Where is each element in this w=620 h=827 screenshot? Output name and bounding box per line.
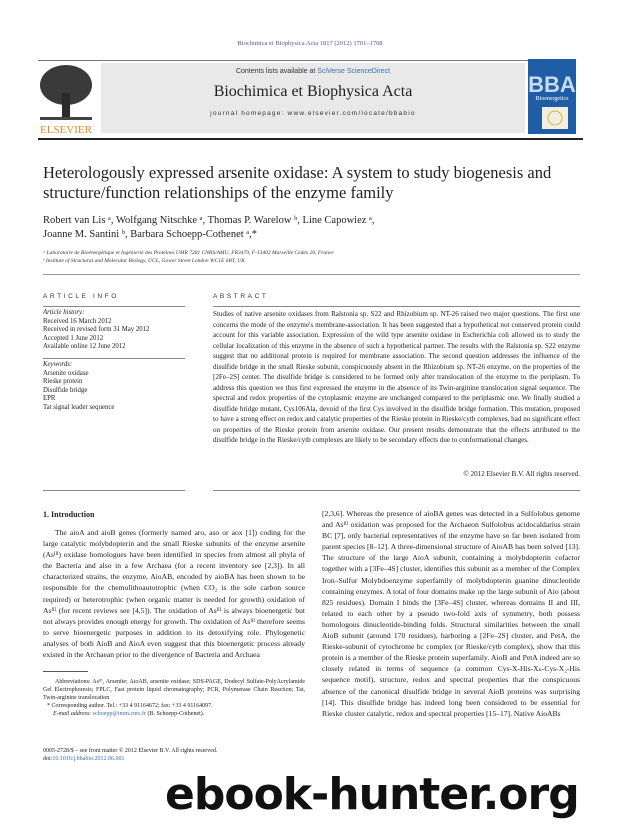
affiliation-a: ᵃ Laboratoire de Bioénergétique et Ingénierie des Protéines UMR 7281 CNRS/AMU, FR3479, F-13402 Marseille Cedex 20, France xyxy=(43,250,334,256)
divider xyxy=(38,60,575,61)
doi-link[interactable]: 10.1016/j.bbabio.2012.06.001 xyxy=(52,756,125,762)
abstract-copyright: © 2012 Elsevier B.V. All rights reserved. xyxy=(463,470,580,478)
intro-column-right: [2,3,6]. Whereas the presence of aioBA genes was detected in a Sulfolobus genome and Asᴵᴵᴵ oxidation was proposed for the Archaeon Sulfolobus acidocaldarius strain BC [7], only bacterial representatives of the enzyme have so far been isolated from parent species [8–12]. A three-dimensional structure of AioAB has been solved [13]. The structure of the large AioA subunit, containing a molybdopterin cofactor together with a [3Fe–4S] cluster, identifies this subunit as a member of the Complex Iron–Sulfur Molybdoenzyme superfamily of molybdopterin guanine dinucleotide containing enzymes. A total of four domains make up the large subunit of Aio (about 825 residues). Domain I binds the [3Fe–4S] cluster, whereas domains II and III, related to each other by a pseudo two-fold axis of symmetry, both possess homologous dinucleotide-binding folds. Structural similarities between the small AioB subunit (around 170 residues), harboring a [2Fe–2S] cluster, and PetA, the Rieske-subunit of cytochrome bc complex (or Rieske/cytb complex), show that this protein is a member of the Rieske protein superfamily. AioB and PetA indeed are so closely related in terms of sequence (a common Cys-X-His-Xₙ-Cys-X₂-His sequence motif), structure, redox and spectral properties that the conspicuous absence of the canonical disulfide bridge in several AioB proteins was surprising [14]. This disulfide bridge has indeed long been considered to be essential for Rieske cluster catalytic, redox and spectral properties [15–17]. Native AioABs xyxy=(322,509,580,718)
contents-line xyxy=(101,68,525,75)
email-name: (B. Schoepp-Cothenet). xyxy=(145,711,205,717)
authors xyxy=(43,214,583,242)
history-item: Accepted 1 June 2012 xyxy=(43,334,104,342)
svg-text:ELSEVIER: ELSEVIER xyxy=(40,124,92,135)
keywords-label: Keywords: xyxy=(43,361,73,368)
keyword: Disulfide bridge xyxy=(43,386,88,394)
abstract-heading: ABSTRACT xyxy=(213,293,269,300)
affiliations xyxy=(43,249,583,265)
article-title: Heterologously expressed arsenite oxidase: A system to study biogenesis and structure/function relationships of the enzyme family xyxy=(43,163,552,202)
introduction-heading: 1. Introduction xyxy=(43,510,95,519)
svg-text:BBA: BBA xyxy=(528,72,576,97)
contents-label: Contents lists available at xyxy=(235,68,318,75)
divider xyxy=(213,306,580,307)
journal-header xyxy=(101,63,525,133)
front-matter: 0005-2728/$ – see front matter © 2012 Elsevier B.V. All rights reserved. xyxy=(43,748,218,754)
keyword: Arsenite oxidase xyxy=(43,369,89,377)
elsevier-logo xyxy=(38,63,94,135)
watermark: ebook-hunter.org xyxy=(165,769,579,820)
abbreviations: Abbreviations: Asᴵᴵᴵ, Arsenite; AioAB, arsenite oxidase; SDS-PAGE, Dodecyl Sulfate-PolyAcrylamide Gel Electrophoresis; FPLC, Fast protein liquid chromatography; PCR, Polymerase Chain Reaction; Tat, Twin-arginine translocation xyxy=(43,679,305,701)
footer xyxy=(43,747,305,763)
divider xyxy=(43,358,185,359)
intro-column-left: The aioA and aioB genes (formerly named aro, aso or aox [1]) coding for the large catalytic molybdopterin and the small Rieske subunits of the enzyme arsenite (Asᴵᴵᴵ) oxidase homologues have been identified in species from almost all phyla of the Bacteria and also in a few Archaea (for a recent inventory see [2,3]). In all characterized strains, the enzyme, AioAB, encoded by aioBA has been shown to be responsible for the chemolithoautotrophic (when CO₂ is the sole carbon source required) or heterotrophic (when organic matter is needed for growth) oxidation of Asᴵᴵᴵ (for recent reviews see [4,5]). The oxidation of Asᴵᴵᴵ is always bioenergetic but not always provides enough energy for growth. The oxidation of Asᴵᴵᴵ therefore seems to serve bioenergetic purposes in addition to its detoxifying role. Phylogenetic analyses of both AioB and AioA even suggest that this bioenergetic process already existed in the Archaean prior to the divergence of Bacteria and Archaea xyxy=(43,528,305,660)
divider xyxy=(43,306,185,307)
email-line xyxy=(43,710,305,718)
journal-cover xyxy=(528,59,576,134)
article-history xyxy=(43,309,185,352)
doi-label: doi: xyxy=(43,756,53,762)
keyword: Rieske protein xyxy=(43,378,83,386)
keyword: EPR xyxy=(43,395,56,403)
footnote-divider xyxy=(43,671,88,672)
history-item: Received 16 March 2012 xyxy=(43,317,112,325)
svg-text:Bioenergetics: Bioenergetics xyxy=(535,96,569,102)
abstract-text: Studies of native arsenite oxidases from Ralstonia sp. S22 and Rhizobium sp. NT-26 raised two major questions. The first one concerns the mode of the enzyme's membrane-association. It has been suggested that a hypothetical not conserved protein could account for this variable association. Expression of the wild type arsenite oxidase in Escherichia coli allowed us to study the cellular localization of this enzyme in the absence of such a hypothetical partner. The results with the Ralstonia sp. S22 enzyme suggest that no additional protein is required for membrane association. The second question addresses the influence of the disulfide bridge in the small Rieske subunit, conspicuously absent in the Rhizobium sp. NT-26 enzyme, on the properties of the [2Fe–2S] center. The disulfide bridge is considered to be formed only after translocation of the enzyme to the periplasm. To address this question we thus first expressed the enzyme in the absence of its Twin-arginine translocation signal sequence. The spectral and redox properties of the cytoplasmic enzyme are unchanged compared to the periplasmic one. We finally studied a disulfide bridge mutant, Cys106Ala, devoid of the first Cys involved in the disulfide bridge formation. This mutation, proposed to have a strong effect on redox and catalytic properties of the Rieske protein in Rieske/cytb complexes, had no significant effect on properties of the Rieske protein from arsenite oxidase. Our present results demonstrate that the effects attributed to the disulfide bridge in the Rieske/cytb complexes are likely to be secondary effects due to conformational changes. xyxy=(213,310,580,444)
doi-line xyxy=(43,755,305,763)
journal-citation[interactable]: Biochimica et Biophysica Acta 1817 (2012) 1701–1708 xyxy=(237,40,383,47)
sciencedirect-link[interactable]: SciVerse ScienceDirect xyxy=(317,68,391,75)
journal-name: Biochimica et Biophysica Acta xyxy=(213,83,413,100)
divider xyxy=(43,490,185,491)
divider xyxy=(43,274,580,275)
corresponding-author: * Corresponding author. Tel.: +33 4 91164672; fax: +33 4 91164097. xyxy=(47,703,213,709)
history-label: Article history: xyxy=(43,309,85,316)
divider xyxy=(213,490,580,491)
email-link[interactable]: schoepp@imm.cnrs.fr xyxy=(92,711,146,717)
authors-line: Joanne M. Santini ᵇ, Barbara Schoepp-Cothenet ᵃ,* xyxy=(43,229,258,240)
email-label: E-mail address: xyxy=(53,711,93,717)
history-item: Available online 12 June 2012 xyxy=(43,343,126,351)
affiliation-b: ᵇ Institute of Structural and Molecular Biology, UCL, Gower Street London WC1E 6BT, UK xyxy=(43,258,245,264)
header-divider xyxy=(38,138,583,140)
history-item: Received in revised form 31 May 2012 xyxy=(43,326,150,334)
journal-homepage[interactable]: journal homepage: www.elsevier.com/locate/bbabio xyxy=(210,110,416,117)
authors-line: Robert van Lis ᵃ, Wolfgang Nitschke ᵃ, Thomas P. Warelow ᵇ, Line Capowiez ᵃ, xyxy=(43,215,375,226)
footnotes xyxy=(43,678,305,718)
article-info-heading: ARTICLE INFO xyxy=(43,293,119,300)
keyword: Tat signal leader sequence xyxy=(43,403,115,411)
keywords xyxy=(43,361,185,413)
